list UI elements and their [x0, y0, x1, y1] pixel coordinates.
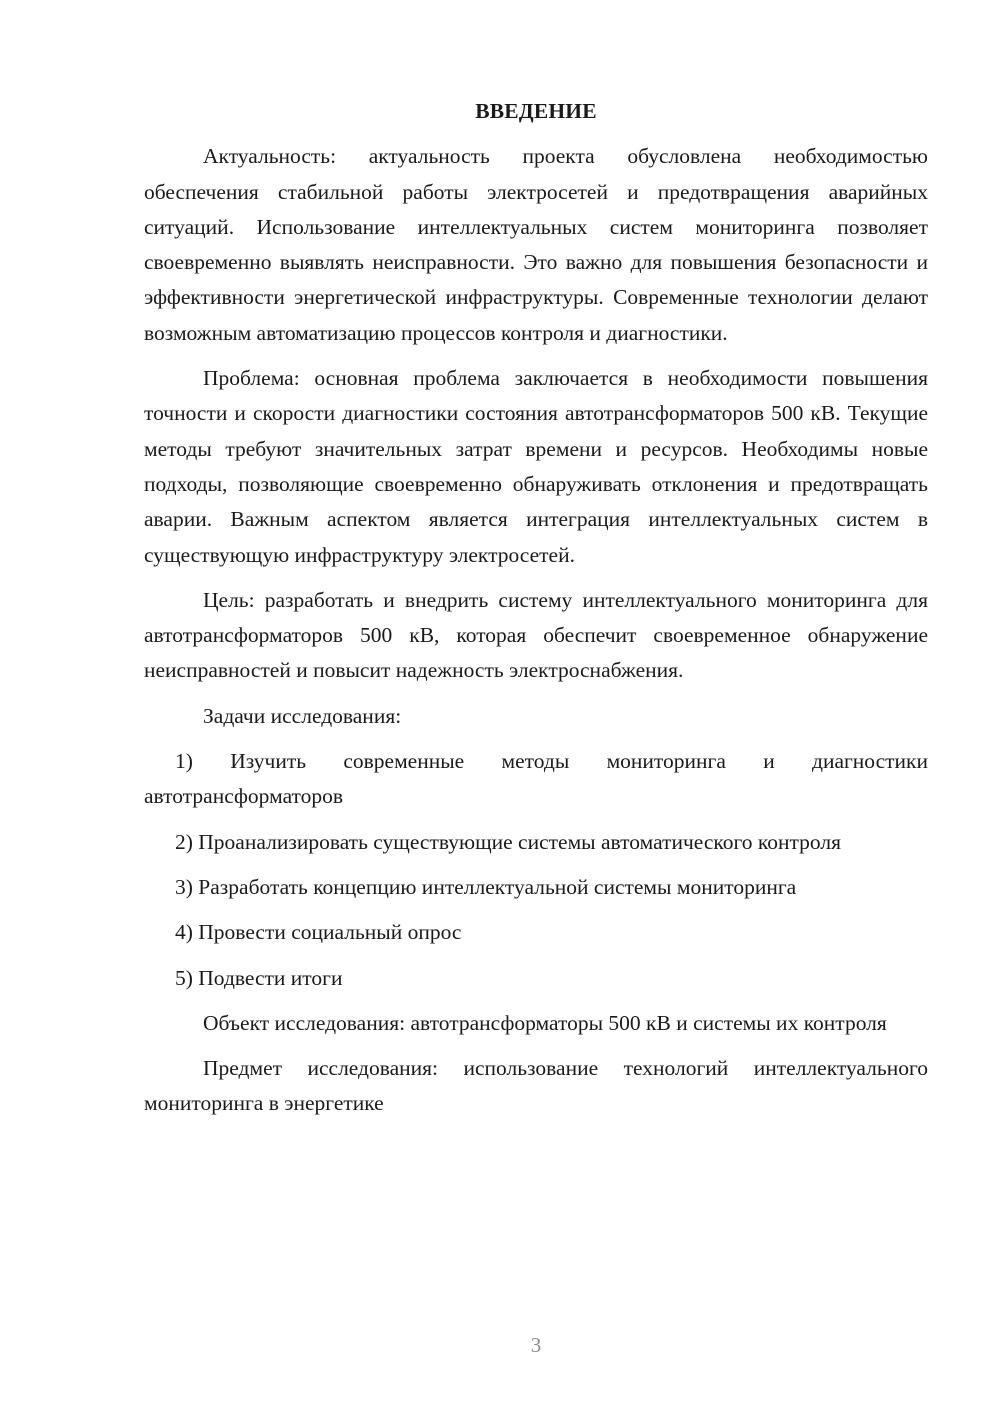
task-item: 3) Разработать концепцию интеллектуальной системы мониторинга: [175, 874, 797, 899]
tasks-heading: Задачи исследования:: [203, 703, 402, 728]
relevance-paragraph: Актуальность: актуальность проекта обусловлена необходимостью обеспечения стабильной работы электросетей и предотвращения аварийных ситуаций. Использование интеллектуальных систем мониторинга позволяет своевременно выявлять неисправности. Это важно для повышения безопасности и эффективности энергетической инфраструктуры. Современные технологии делают возможным автоматизацию процессов контроля и диагностики.: [144, 144, 928, 345]
document-title: ВВЕДЕНИЕ: [475, 99, 597, 123]
task-item: 5) Подвести итоги: [175, 965, 343, 990]
subject-paragraph: Предмет исследования: использование технологий интеллектуального мониторинга в энергетике: [144, 1056, 928, 1116]
problem-paragraph: Проблема: основная проблема заключается в необходимости повышения точности и скорости диагностики состояния автотрансформаторов 500 кВ. Текущие методы требуют значительных затрат времени и ресурсов. Необходимы новые подходы, позволяющие своевременно обнаруживать отклонения и предотвращать аварии. Важным аспектом является интеграция интеллектуальных систем в существующую инфраструктуру электросетей.: [144, 366, 928, 567]
goal-paragraph: Цель: разработать и внедрить систему интеллектуального мониторинга для автотрансформаторов 500 кВ, которая обеспечит своевременное обнаружение неисправностей и повысит надежность электроснабжения.: [144, 587, 928, 683]
task-item: 1) Изучить современные методы мониторинга и диагностики автотрансформаторов: [144, 749, 928, 809]
document-body: [144, 94, 928, 1132]
object-paragraph: Объект исследования: автотрансформаторы 500 кВ и системы их контроля: [203, 1010, 887, 1035]
task-item: 4) Провести социальный опрос: [175, 920, 462, 945]
page-number: 3: [530, 1333, 542, 1357]
task-item: 2) Проанализировать существующие системы автоматического контроля: [175, 829, 842, 854]
